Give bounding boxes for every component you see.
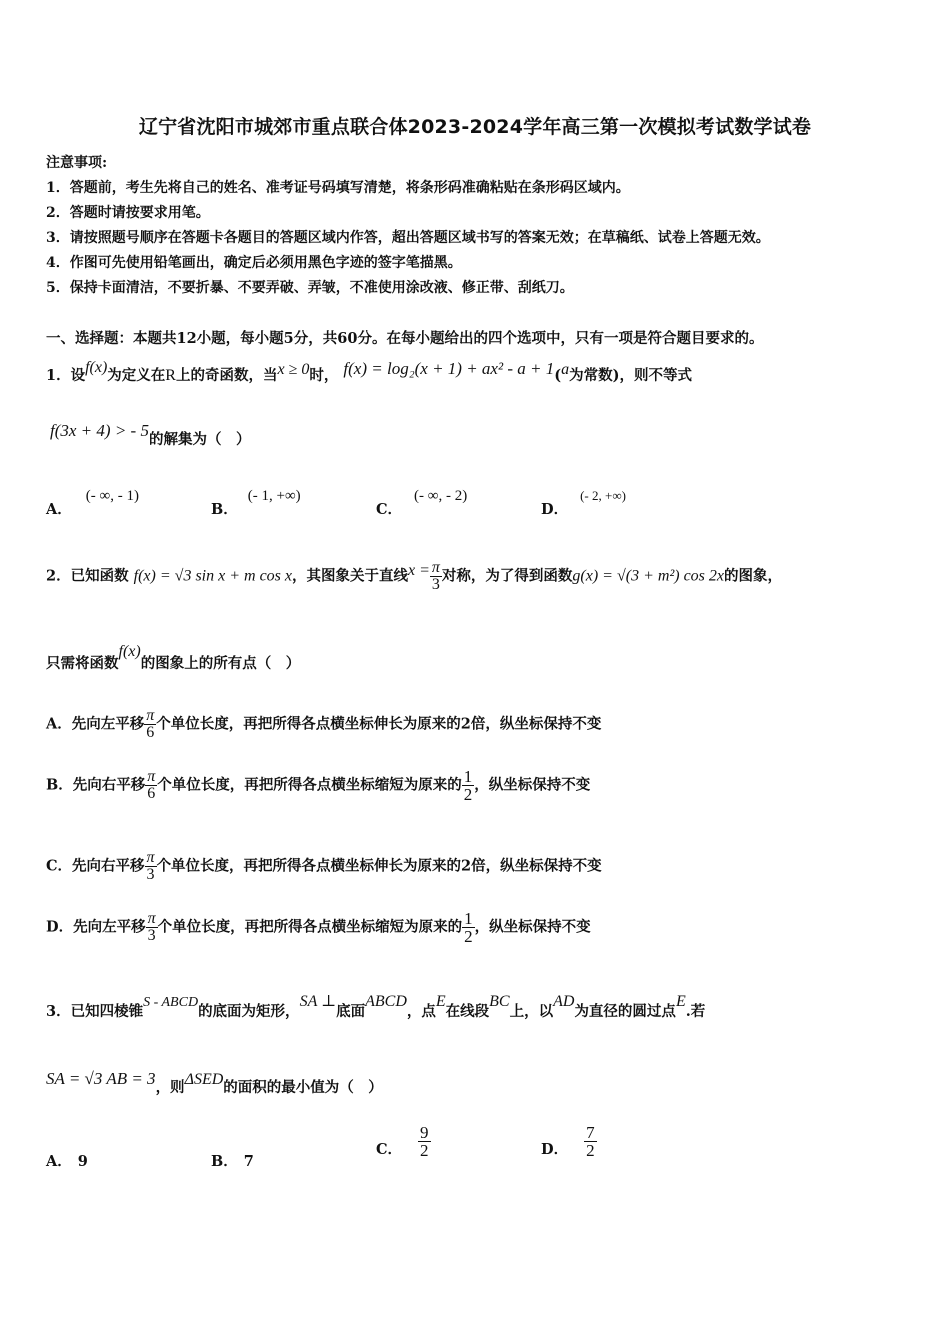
q1-option-A[interactable]: A．(- ∞, - 1) xyxy=(46,488,139,518)
q1-text: ( xyxy=(554,367,562,384)
q2-option-D[interactable]: D．先向左平移 $\frac{\pi}{3}$ 个单位长度，再把所得各点横坐标缩短为原来的 $\frac{1}{2}$ ，纵坐标保持不变 xyxy=(46,909,591,946)
q1-text: 上的奇函数，当 xyxy=(175,367,278,384)
q1-text: 1．设 xyxy=(46,367,86,384)
q1-formula: f(x) = log₂(x + 1) + ax² - a + 1 xyxy=(343,359,555,378)
q2-text: 对称，为了得到函数 xyxy=(441,567,573,585)
q1-option-D[interactable]: D．(- 2, +∞) xyxy=(541,488,626,518)
notice-item: 5．保持卡面清洁，不要折暴、不要弄破、弄皱，不准使用涂改液、修正带、刮纸刀。 xyxy=(46,280,574,296)
question-3-stem-cont: SA = √3 AB = 3，则ΔSED的面积的最小值为（ ） xyxy=(46,1069,383,1096)
q3-triangle: ΔSED xyxy=(184,1071,224,1088)
q2-line-fraction: $\frac{\pi}{3}$ xyxy=(431,559,440,593)
document-title: 辽宁省沈阳市城郊市重点联合体2023-2024学年高三第一次模拟考试数学试卷 xyxy=(138,116,812,138)
q2-g-definition: g(x) = √(3 + m²) cos 2x xyxy=(572,567,724,585)
notice-item: 3．请按照题号顺序在答题卡各题目的答题区域内作答，超出答题区域书写的答案无效；在草稿纸、试卷上答题无效。 xyxy=(46,230,770,246)
q1-fx: f(x) xyxy=(85,359,108,376)
q2-text: ，其图象关于直线 xyxy=(292,567,408,585)
q3-base: ABCD xyxy=(365,993,407,1010)
question-1-stem xyxy=(46,359,692,385)
q1-const-a: a xyxy=(561,361,570,378)
notice-item: 2．答题时请按要求用笔。 xyxy=(46,205,210,221)
q1-text: 为常数)，则不等式 xyxy=(569,367,692,384)
notice-item: 1．答题前，考生先将自己的姓名、准考证号码填写清楚，将条形码准确粘贴在条形码区域内。 xyxy=(46,180,630,196)
q2-f-definition: f(x) = √3 sin x + m cos x xyxy=(133,567,292,585)
q1-inequality: f(3x + 4) > - 5 xyxy=(50,421,149,440)
question-2-stem xyxy=(46,560,782,593)
question-2-stem-cont xyxy=(46,643,301,673)
q3-option-B[interactable]: B． 7 xyxy=(211,1153,254,1170)
q1-R: R xyxy=(165,367,176,384)
q2-option-C[interactable]: C．先向右平移 $\frac{\pi}{3}$ 个单位长度，再把所得各点横坐标伸长为原来的2倍，纵坐标保持不变 xyxy=(46,849,602,883)
q1-condition: x ≥ 0 xyxy=(277,361,310,378)
q2-option-B[interactable]: B．先向右平移 $\frac{\pi}{6}$ 个单位长度，再把所得各点横坐标缩短为原来的 $\frac{1}{2}$ ，纵坐标保持不变 xyxy=(46,767,591,804)
q3-option-D[interactable]: D． $\frac{7}{2}$ xyxy=(541,1123,595,1160)
notice-heading: 注意事项: xyxy=(46,155,108,171)
q2-fx: f(x) xyxy=(118,643,141,660)
section-heading: 一、选择题：本题共12小题，每小题5分，共60分。在每小题给出的四个选项中，只有一项是符合题目要求的。 xyxy=(46,330,764,347)
q1-text: 时， xyxy=(309,367,339,384)
question-1-stem-cont xyxy=(50,421,251,449)
q1-option-C[interactable]: C．(- ∞, - 2) xyxy=(376,488,468,518)
q2-text: 的图象， xyxy=(724,567,782,585)
q1-text: 的解集为（ ） xyxy=(148,431,251,448)
q2-option-A[interactable]: A．先向左平移 $\frac{\pi}{6}$ 个单位长度，再把所得各点横坐标伸长为原来的2倍，纵坐标保持不变 xyxy=(46,707,602,741)
q2-text: 2．已知函数 xyxy=(46,567,129,585)
q1-option-B[interactable]: B．(- 1, +∞) xyxy=(211,488,301,518)
q2-line-lhs: x = xyxy=(408,561,430,579)
q1-text: 为定义在 xyxy=(107,367,166,384)
q3-option-C[interactable]: C． $\frac{9}{2}$ xyxy=(376,1123,429,1160)
q3-perp: SA ⊥ xyxy=(299,993,337,1010)
q3-option-A[interactable]: A． 9 xyxy=(46,1153,88,1170)
q2-text: 的图象上的所有点（ ） xyxy=(140,655,301,672)
q2-text: 只需将函数 xyxy=(46,655,119,672)
q3-equation: SA = √3 AB = 3 xyxy=(46,1069,156,1088)
question-3-stem: 3．已知四棱锥S - ABCD的底面为矩形，SA ⊥底面ABCD，点E在线段BC上，以AD为直径的圆过点E.若 xyxy=(46,993,706,1020)
q3-pyramid: S - ABCD xyxy=(143,995,199,1010)
notice-item: 4．作图可先使用铅笔画出，确定后必须用黑色字迹的签字笔描黑。 xyxy=(46,255,462,271)
